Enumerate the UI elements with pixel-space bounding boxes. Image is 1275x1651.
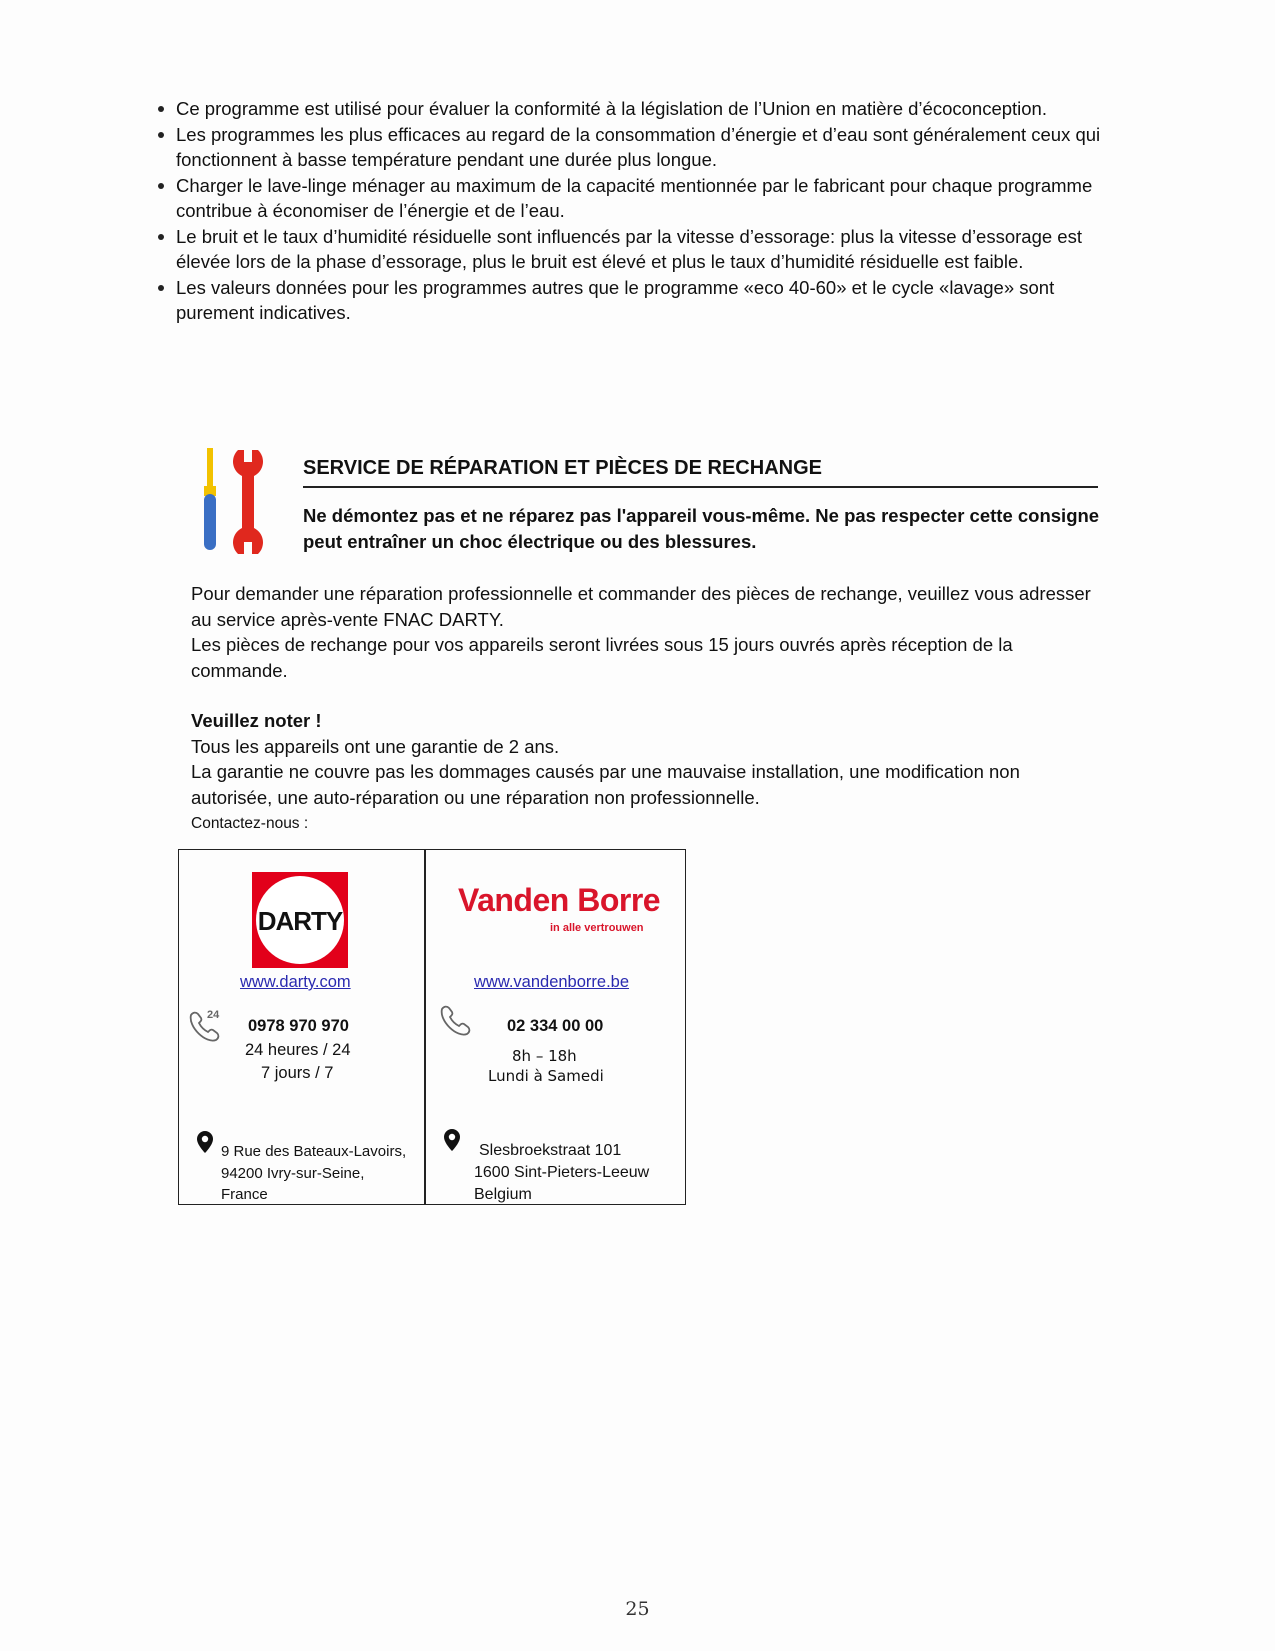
phone-icon <box>437 1003 471 1037</box>
darty-hours-1: 24 heures / 24 <box>245 1041 351 1059</box>
screwdriver-icon <box>204 448 216 550</box>
section-title: SERVICE DE RÉPARATION ET PIÈCES DE RECHANGE <box>303 456 1098 488</box>
darty-website-link[interactable]: www.darty.com <box>240 973 351 991</box>
repair-info <box>191 581 1091 683</box>
darty-address-line-3: France <box>221 1186 268 1203</box>
note-heading: Veuillez noter ! <box>191 710 322 731</box>
vandenborre-address-line-2: 1600 Sint-Pieters-Leeuw <box>474 1164 650 1181</box>
repair-tools-icon <box>198 446 270 556</box>
darty-hours-2: 7 jours / 7 <box>261 1064 334 1082</box>
vandenborre-website-link[interactable]: www.vandenborre.be <box>474 973 630 991</box>
bullet-item: Ce programme est utilisé pour évaluer la conformité à la législation de l’Union en matière d’écoconception. <box>150 96 1130 122</box>
phone-24-icon <box>185 1007 223 1045</box>
darty-logo-text: DARTY <box>257 906 343 936</box>
darty-address-line-2: 94200 Ivry-sur-Seine, <box>221 1165 365 1182</box>
vandenborre-hours-1: 8h – 18h <box>512 1047 577 1065</box>
location-pin-icon <box>443 1128 461 1152</box>
darty-address-line-1: 9 Rue des Bateaux-Lavoirs, <box>221 1143 407 1160</box>
note-warranty: Tous les appareils ont une garantie de 2 ans. <box>191 735 560 757</box>
phone-24-badge: 24 <box>207 1009 220 1021</box>
repair-paragraph: Pour demander une réparation professionnelle et commander des pièces de rechange, veuillez vous adresser au service après-vente FNAC DARTY. <box>191 583 1091 630</box>
darty-contact-cell <box>179 850 424 1204</box>
warranty-note <box>191 708 1091 810</box>
darty-logo <box>252 872 348 968</box>
vandenborre-logo-name: Vanden Borre <box>458 882 661 918</box>
safety-warning: Ne démontez pas et ne réparez pas l'appareil vous-même. Ne pas respecter cette consigne peut entraîner un choc électrique ou des blessures. <box>303 505 1100 552</box>
vandenborre-phone[interactable]: 02 334 00 00 <box>507 1017 604 1035</box>
darty-phone[interactable]: 0978 970 970 <box>248 1017 349 1035</box>
wrench-icon <box>233 450 263 554</box>
contact-table <box>178 849 686 1205</box>
page-number: 25 <box>625 1598 650 1620</box>
spare-parts-paragraph: Les pièces de rechange pour vos appareils seront livrées sous 15 jours ouvrés après réception de la commande. <box>191 634 1013 681</box>
bullet-item: Les programmes les plus efficaces au regard de la consommation d’énergie et d’eau sont généralement ceux qui fonctionnent à basse température pendant une durée plus longue. <box>150 122 1130 173</box>
contact-label: Contactez-nous : <box>191 815 309 832</box>
bullet-item: Les valeurs données pour les programmes autres que le programme «eco 40-60» et le cycle «lavage» sont purement indicatives. <box>150 275 1130 326</box>
vandenborre-logo-tagline: in alle vertrouwen <box>550 922 644 934</box>
vandenborre-contact-cell <box>426 850 684 1204</box>
bullet-item: Le bruit et le taux d’humidité résiduelle sont influencés par la vitesse d’essorage: plus la vitesse d’essorage est élevée lors de la phase d’essorage, plus le bruit est élevé et plus le taux d’humidité résiduelle est faible. <box>150 224 1130 275</box>
vandenborre-address-line-1: Slesbroekstraat 101 <box>479 1142 622 1159</box>
bullet-item: Charger le lave-linge ménager au maximum de la capacité mentionnée par le fabricant pour chaque programme contribue à économiser de l’énergie et de l’eau. <box>150 173 1130 224</box>
note-exclusions: La garantie ne couvre pas les dommages causés par une mauvaise installation, une modification non autorisée, une auto-réparation ou une réparation non professionnelle. <box>191 761 1020 808</box>
intro-bullet-list <box>150 96 1130 326</box>
vandenborre-address-line-3: Belgium <box>474 1186 532 1203</box>
location-pin-icon <box>196 1130 214 1154</box>
vandenborre-hours-2: Lundi à Samedi <box>488 1067 604 1085</box>
